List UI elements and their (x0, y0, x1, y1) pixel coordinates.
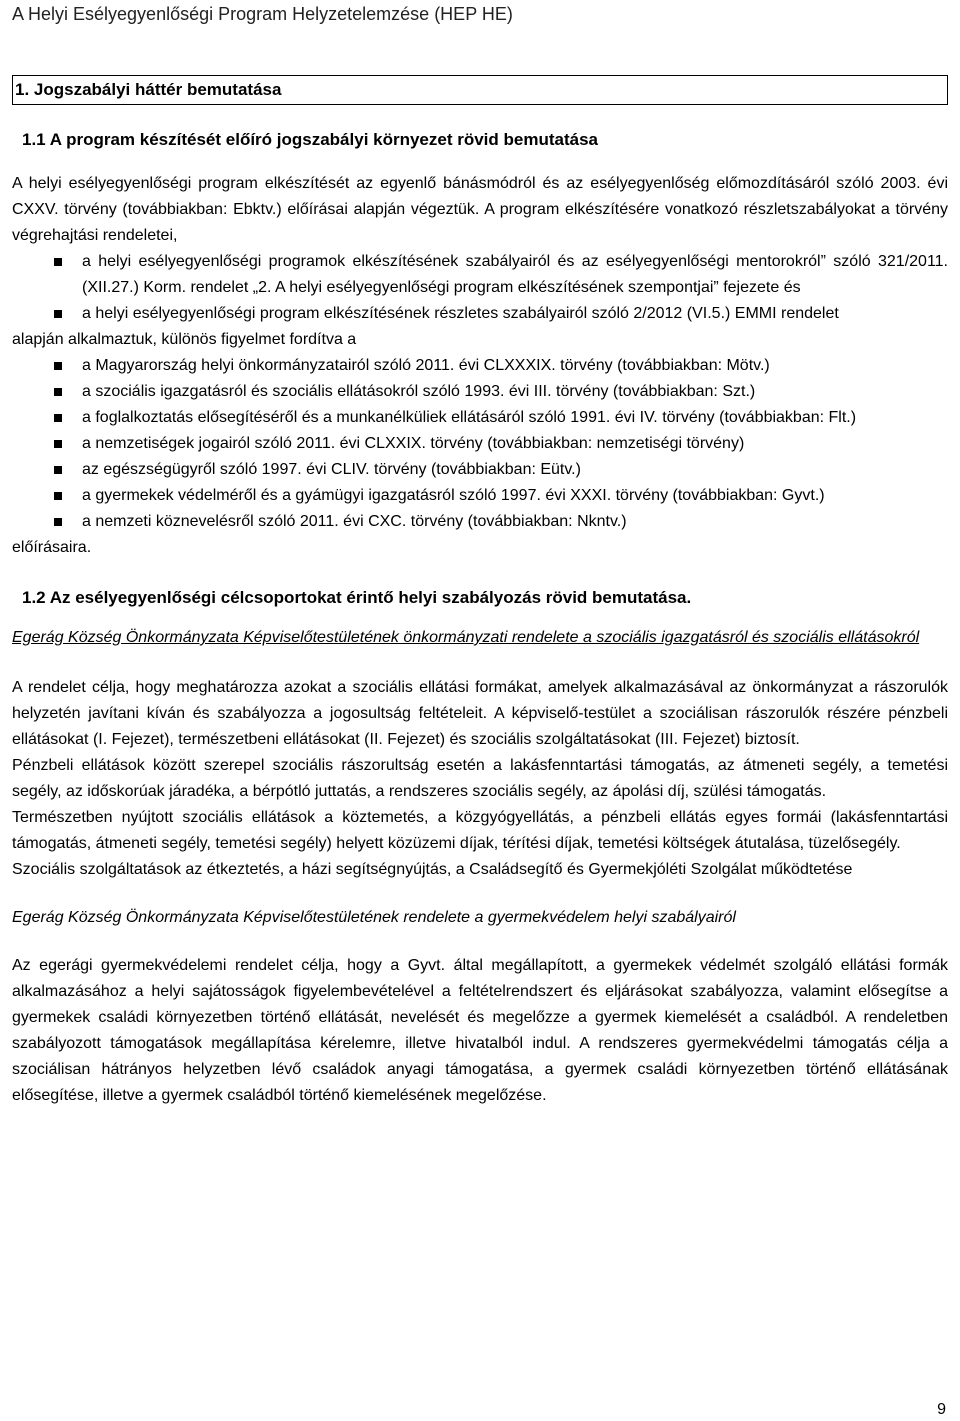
decree-2-title: Egerág Község Önkormányzata Képviselőtestületének rendelete a gyermekvédelem helyi szabályairól (12, 909, 736, 926)
page-number: 9 (937, 1401, 946, 1418)
subsection-1-1-title: 1.1 A program készítését előíró jogszabályi környezet rövid bemutatása (22, 130, 598, 149)
decree-2-paragraph: Az egerági gyermekvédelemi rendelet célja, hogy a Gyvt. által megállapított, a gyermekek védelmét szolgáló ellátási formák alkalmazásához a helyi sajátosságok figyelembevételével a feltételrendszert és eljárásokat szabályozza, valamint elősegítse a gyermekek családi környezetben történő ellátását, nevelését és megelőzze a gyermek kiemelését a családból. A rendeletben szabályozott támogatások megállapítása kérelemre, illetve hivatalból indul. A rendszeres gyermekvédelmi támogatás célja a szociálisan hátrányos helyzetben lévő családok anyagi támogatása, a gyermek családi környezetben történő ellátásának elősegítése, illetve a gyermek családból történő kiemelésének megelőzése. (12, 957, 948, 1104)
decree-1-paragraph: A rendelet célja, hogy meghatározza azokat a szociális ellátási formákat, amelyek alkalmazásával az önkormányzat a rászorulók helyzetén javítani kíván és szabályozza a jogosultság feltételeit. A képviselő-testület a szociálisan rászorulók részére pénzbeli ellátásokat (I. Fejezet), természetbeni ellátásokat (II. Fejezet) és szociális szolgáltatásokat (III. Fejezet) biztosít. (12, 679, 948, 748)
list-item: a helyi esélyegyenlőségi programok elkészítésének szabályairól és az esélyegyenlőségi mentorokról” szóló 321/2011. (XII.27.) Korm. rendelet „2. A helyi esélyegyenlőségi program elkészítésének szempontjai” fejezete és (82, 249, 948, 301)
square-bullet-icon (54, 388, 62, 396)
decree-1-paragraph: Pénzbeli ellátások között szerepel szociális rászorultság esetén a lakásfenntartási támogatás, az átmeneti segély, a temetési segély, az időskorúak járadéka, a bérpótló juttatás, a rendszeres szociális segély, az ápolási díj, szülési támogatás. (12, 757, 948, 800)
list-item: a Magyarország helyi önkormányzatairól szóló 2011. évi CLXXXIX. törvény (továbbiakban: Mötv.) (82, 353, 948, 379)
decree-1-paragraph: Természetben nyújtott szociális ellátások a köztemetés, a közgyógyellátás, a pénzbeli ellátás egyes formái (lakásfenntartási támogatás, átmeneti segély, temetési segély) helyett közüzemi díjak, térítési díjak, temetési költségek átutalása, tüzelősegély. (12, 809, 948, 852)
list-item: a nemzetiségek jogairól szóló 2011. évi CLXXIX. törvény (továbbiakban: nemzetiségi törvény) (82, 431, 948, 457)
list-item: a gyermekek védelméről és a gyámügyi igazgatásról szóló 1997. évi XXXI. törvény (továbbiakban: Gyvt.) (82, 483, 948, 509)
square-bullet-icon (54, 362, 62, 370)
list-item: a nemzeti köznevelésről szóló 2011. évi CXC. törvény (továbbiakban: Nkntv.) (82, 509, 948, 535)
list-item: a szociális igazgatásról és szociális ellátásokról szóló 1993. évi III. törvény (továbbiakban: Szt.) (82, 379, 948, 405)
square-bullet-icon (54, 440, 62, 448)
regulation-list (12, 249, 948, 327)
square-bullet-icon (54, 258, 62, 266)
running-header: A Helyi Esélyegyenlőségi Program Helyzetelemzése (HEP HE) (12, 4, 513, 24)
section-heading-box: 1. Jogszabályi háttér bemutatása (12, 75, 948, 105)
decree-1-title: Egerág Község Önkormányzata Képviselőtestületének önkormányzati rendelete a szociális igazgatásról és szociális ellátásokról (12, 629, 920, 646)
law-list (12, 353, 948, 535)
applied-text: alapján alkalmaztuk, különös figyelmet fordítva a (12, 331, 357, 348)
square-bullet-icon (54, 414, 62, 422)
square-bullet-icon (54, 310, 62, 318)
subsection-1-2-title: 1.2 Az esélyegyenlőségi célcsoportokat érintő helyi szabályozás rövid bemutatása. (22, 588, 692, 607)
list-item: az egészségügyről szóló 1997. évi CLIV. törvény (továbbiakban: Eütv.) (82, 457, 948, 483)
square-bullet-icon (54, 466, 62, 474)
square-bullet-icon (54, 518, 62, 526)
list-item: a foglalkoztatás elősegítéséről és a munkanélküliek ellátásáról szóló 1991. évi IV. törvény (továbbiakban: Flt.) (82, 405, 948, 431)
closing-text: előírásaira. (12, 539, 92, 556)
intro-paragraph: A helyi esélyegyenlőségi program elkészítését az egyenlő bánásmódról és az esélyegyenlőség előmozdításáról szóló 2003. évi CXXV. törvény (továbbiakban: Ebktv.) előírásai alapján végeztük. A program elkészítésére vonatkozó részletszabályokat a törvény végrehajtási rendeletei, (12, 175, 948, 244)
square-bullet-icon (54, 492, 62, 500)
list-item: a helyi esélyegyenlőségi program elkészítésének részletes szabályairól szóló 2/2012 (VI.5.) EMMI rendelet (82, 301, 948, 327)
decree-1-paragraph: Szociális szolgáltatások az étkeztetés, a házi segítségnyújtás, a Családsegítő és Gyermekjóléti Szolgálat működtetése (12, 861, 853, 878)
